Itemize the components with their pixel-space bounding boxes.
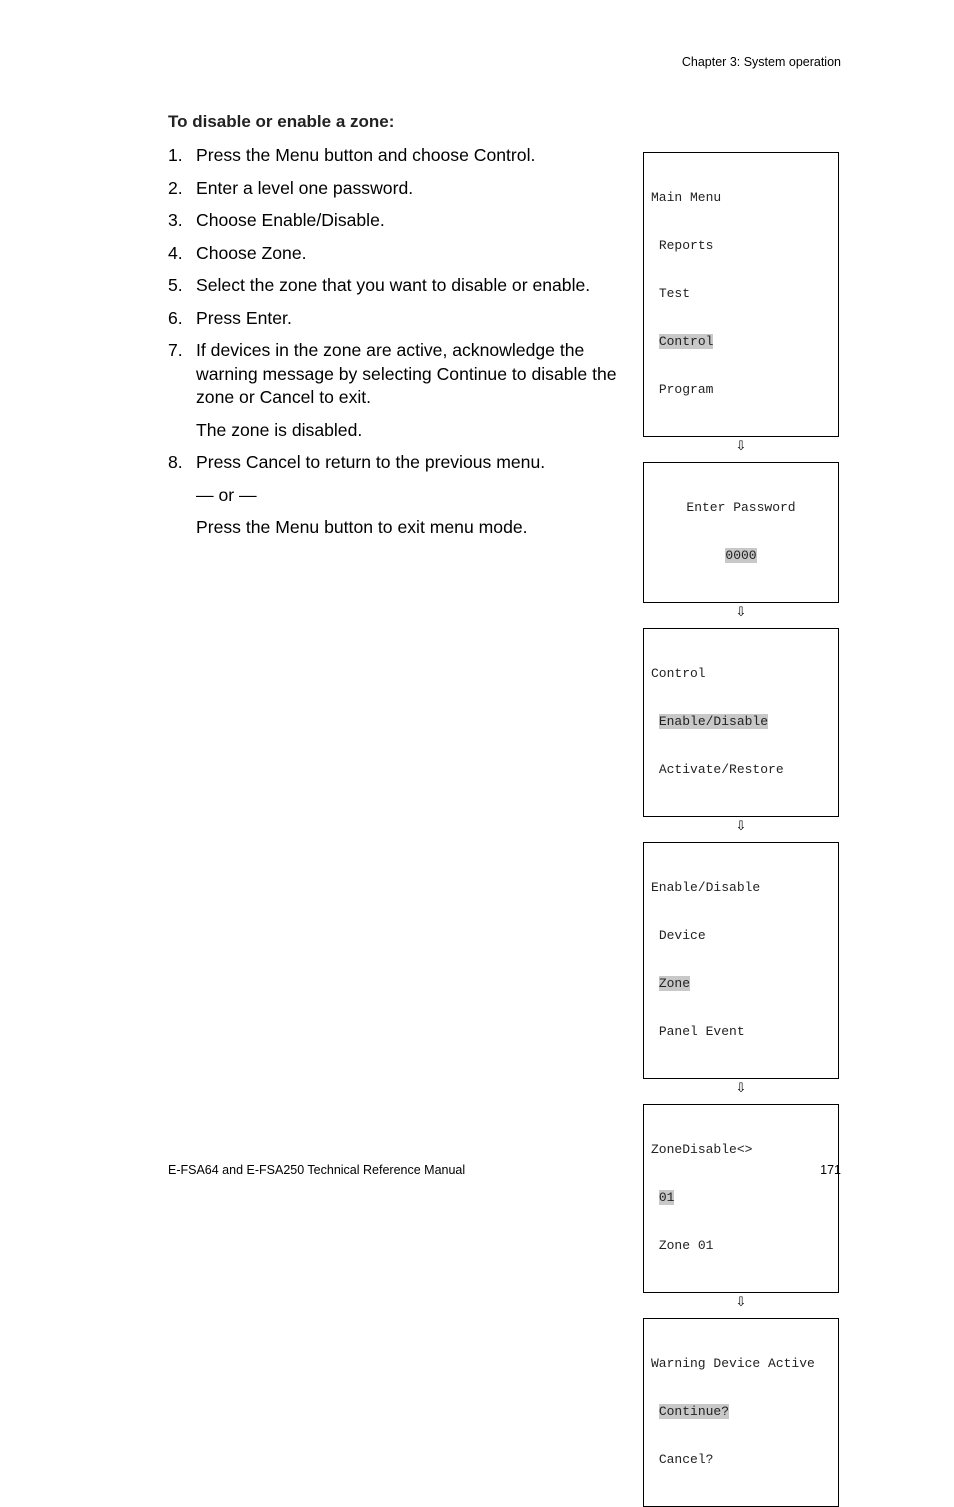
option-cancel: Cancel? xyxy=(658,1452,714,1467)
step-number: 5. xyxy=(168,275,183,295)
menu-item-activate-restore: Activate/Restore xyxy=(658,762,784,777)
menu-item-enable-disable-selected: Enable/Disable xyxy=(658,714,769,729)
step-8-alternative: Press the Menu button to exit menu mode. xyxy=(196,517,528,537)
zone-number-selected: 01 xyxy=(658,1190,675,1205)
step-text: Enter a level one password. xyxy=(196,177,414,198)
screen-title: Zone xyxy=(651,1142,683,1157)
screen-zone xyxy=(643,1104,839,1293)
lcd-screen-sequence xyxy=(643,152,839,1507)
step-number: 2. xyxy=(168,177,183,198)
password-value: 0000 xyxy=(725,548,757,563)
step-text: Choose Zone. xyxy=(196,242,307,263)
step-7-result: The zone is disabled. xyxy=(196,419,363,440)
menu-item-device: Device xyxy=(658,928,706,943)
zone-mode: Disable<> xyxy=(682,1142,753,1157)
step-text: Press Enter. xyxy=(196,307,292,328)
down-arrow-icon: ⇩ xyxy=(735,819,747,834)
screen-enable-disable xyxy=(643,842,839,1079)
screen-main-menu xyxy=(643,152,839,437)
step-1 xyxy=(168,144,628,168)
down-arrow-icon: ⇩ xyxy=(735,605,747,620)
down-arrow-icon: ⇩ xyxy=(735,1295,747,1310)
screen-warning xyxy=(643,1318,839,1507)
screen-title: Warning Device Active xyxy=(651,1356,815,1371)
step-2 xyxy=(168,177,628,201)
procedure-steps xyxy=(168,144,628,540)
footer-manual-title: E-FSA64 and E-FSA250 Technical Reference Manual xyxy=(168,1163,466,1177)
step-number: 8. xyxy=(168,452,183,472)
step-text: Press the Menu button and choose Control. xyxy=(196,145,536,165)
down-arrow-icon: ⇩ xyxy=(735,1081,747,1096)
step-5 xyxy=(168,274,628,298)
step-number: 7. xyxy=(168,340,183,360)
step-number: 1. xyxy=(168,145,183,165)
menu-item-program: Program xyxy=(658,382,714,397)
step-6 xyxy=(168,307,628,331)
step-text: Press Cancel to return to the previous menu. xyxy=(196,452,546,472)
step-number: 6. xyxy=(168,307,183,328)
menu-item-zone-selected: Zone xyxy=(658,976,691,991)
step-number: 3. xyxy=(168,210,183,230)
footer-page-number: 171 xyxy=(820,1163,841,1177)
screen-enter-password xyxy=(643,462,839,603)
step-3 xyxy=(168,209,628,233)
step-text: Select the zone that you want to disable or enable. xyxy=(196,275,591,295)
step-4 xyxy=(168,242,628,266)
step-text: If devices in the zone are active, acknowledge the warning message by selecting Continue to disable the zone or Cancel to exit. xyxy=(196,340,617,407)
screen-title: Main Menu xyxy=(651,190,722,205)
zone-name: Zone 01 xyxy=(658,1238,714,1253)
chapter-header: Chapter 3: System operation xyxy=(681,55,841,69)
step-text: Choose Enable/Disable. xyxy=(196,210,385,230)
or-separator: — or — xyxy=(196,484,257,505)
procedure-title: To disable or enable a zone: xyxy=(168,112,395,131)
menu-item-control-selected: Control xyxy=(658,334,714,349)
down-arrow-icon: ⇩ xyxy=(735,439,747,454)
screen-title: Enable/Disable xyxy=(651,880,761,895)
screen-title: Control xyxy=(651,666,706,681)
step-number: 4. xyxy=(168,242,183,263)
menu-item-test: Test xyxy=(658,286,691,301)
menu-item-panel-event: Panel Event xyxy=(658,1024,745,1039)
menu-item-reports: Reports xyxy=(658,238,714,253)
screen-control xyxy=(643,628,839,817)
step-8 xyxy=(168,451,628,475)
step-7 xyxy=(168,339,628,410)
screen-title: Enter Password xyxy=(686,500,796,515)
option-continue-selected: Continue? xyxy=(658,1404,730,1419)
